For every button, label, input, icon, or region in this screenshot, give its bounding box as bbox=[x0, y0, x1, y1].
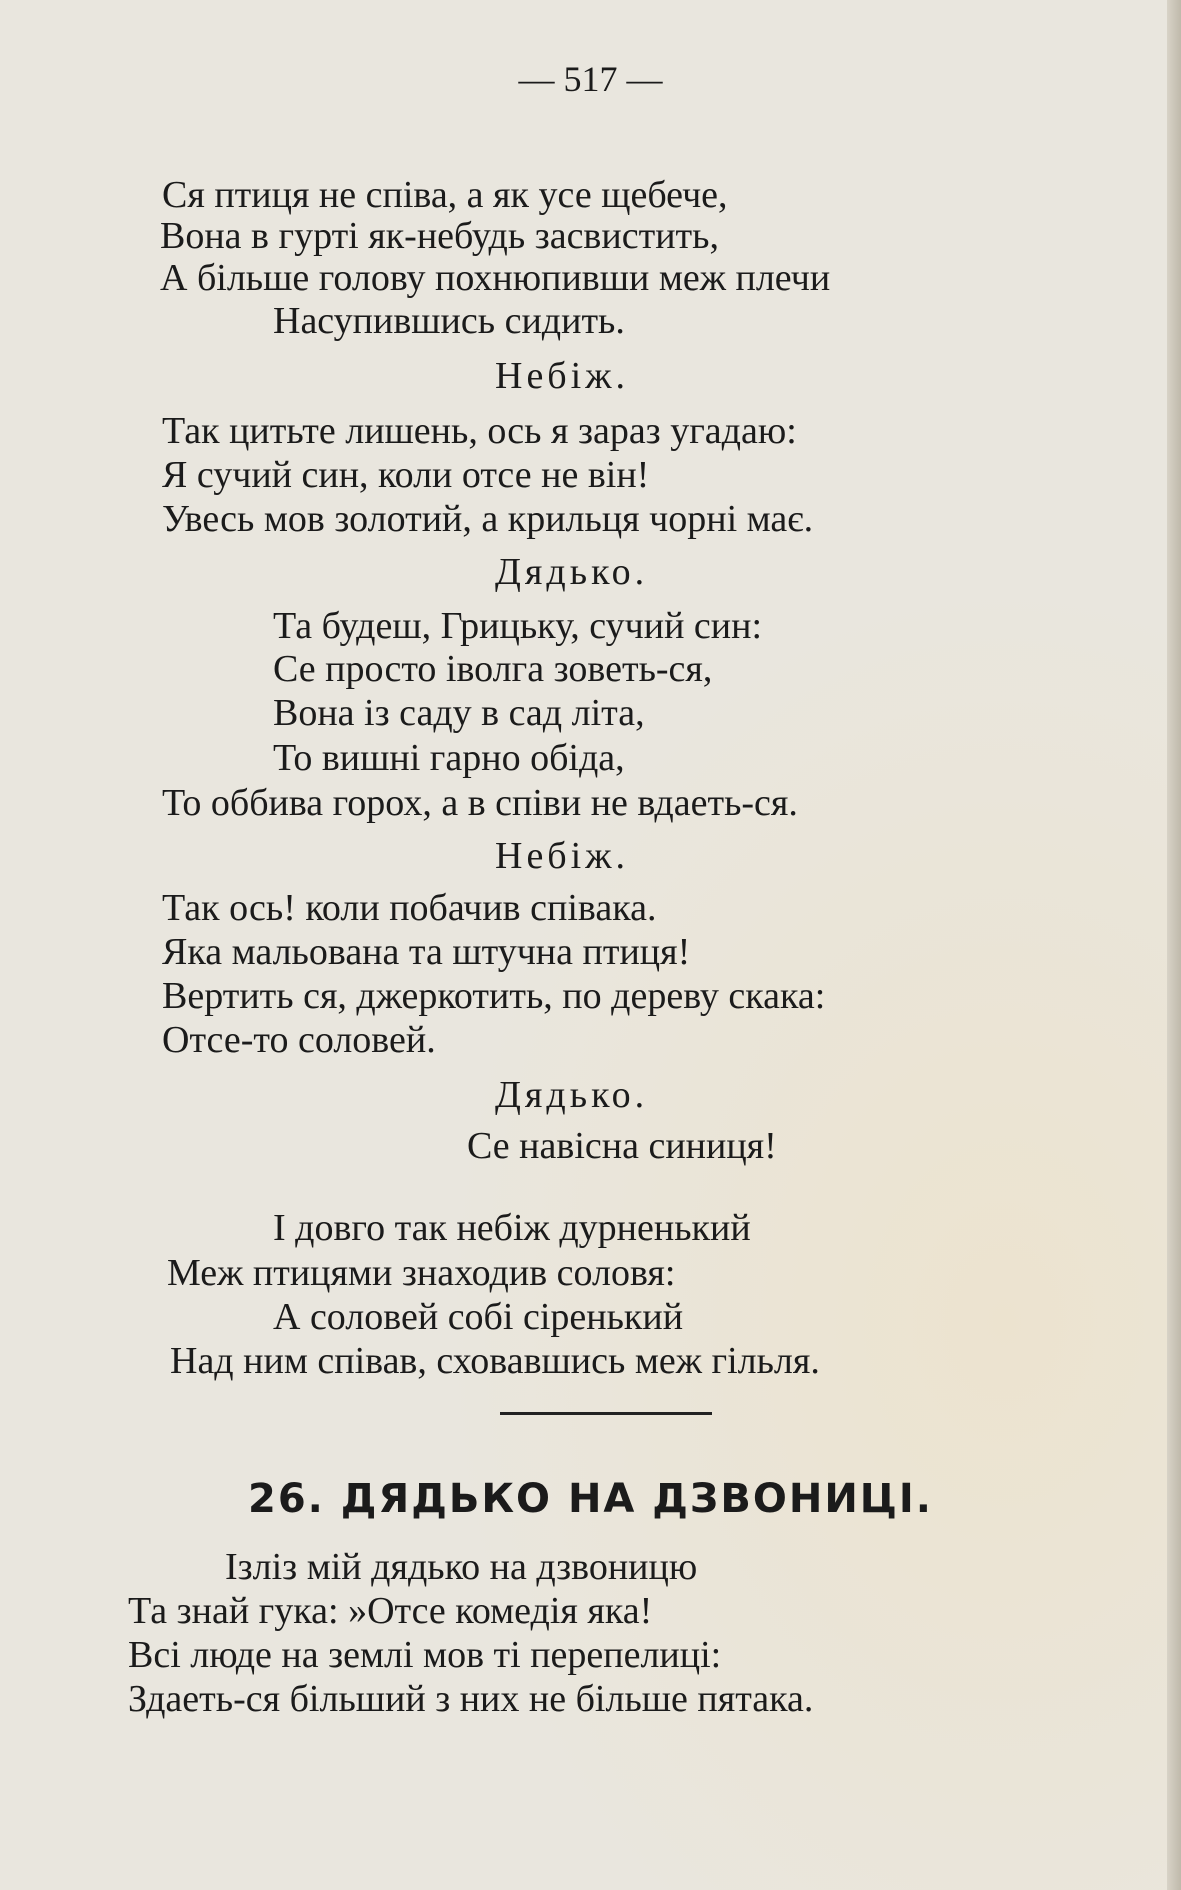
page-number: — 517 — bbox=[518, 59, 663, 99]
verse-line: Та будеш, Грицьку, сучий син: bbox=[273, 605, 763, 647]
verse-line: Вона в гурті як-небудь засвистить, bbox=[160, 215, 719, 257]
verse-line: Яка мальована та штучна птиця! bbox=[162, 931, 691, 973]
verse-line: Ізліз мій дядько на дзвоницю bbox=[225, 1546, 698, 1588]
verse-line: Насупившись сидить. bbox=[273, 300, 625, 342]
verse-line: І довго так небіж дурненький bbox=[273, 1207, 751, 1249]
verse-line: То вишні гарно обіда, bbox=[273, 737, 625, 779]
speaker-label: Дядько. bbox=[495, 551, 649, 593]
section-heading: 26. ДЯДЬКО НА ДЗВОНИЦІ. bbox=[248, 1476, 933, 1522]
verse-line: Отсе-то соловей. bbox=[162, 1019, 436, 1061]
verse-line: Так цитьте лишень, ось я зараз угадаю: bbox=[162, 410, 797, 452]
speaker-label: Небіж. bbox=[495, 835, 629, 877]
verse-line: Та знай гука: »Отсе комедія яка! bbox=[128, 1590, 653, 1632]
verse-line: Я сучий син, коли отсе не він! bbox=[162, 454, 650, 496]
verse-line: Так ось! коли побачив співака. bbox=[162, 887, 657, 929]
verse-line: То оббива горох, а в співи не вдаеть-ся. bbox=[162, 782, 798, 824]
verse-line: Вертить ся, джеркотить, по дереву скака: bbox=[162, 975, 826, 1017]
verse-line: Ся птиця не співа, а як усе щебече, bbox=[162, 174, 728, 216]
section-divider bbox=[500, 1412, 712, 1415]
verse-line: Вона із саду в сад літа, bbox=[273, 692, 645, 734]
verse-line: А соловей собі сіренький bbox=[273, 1296, 684, 1338]
verse-line: Се просто іволга зоветь-ся, bbox=[273, 648, 713, 690]
speaker-label: Дядько. bbox=[495, 1074, 649, 1116]
verse-line: Увесь мов золотий, а крильця чорні має. bbox=[162, 498, 814, 540]
verse-line: Всі люде на землі мов ті перепелиці: bbox=[128, 1634, 722, 1676]
speaker-label: Небіж. bbox=[495, 355, 629, 397]
verse-line: Меж птицями знаходив соловя: bbox=[167, 1252, 676, 1294]
verse-line: А більше голову похнюпивши меж плечи bbox=[160, 257, 831, 299]
page-edge bbox=[1167, 0, 1181, 1890]
verse-line: Здаеть-ся більший з них не більше пятака. bbox=[128, 1678, 814, 1720]
verse-line: Се навісна синиця! bbox=[467, 1125, 777, 1167]
verse-line: Над ним співав, сховавшись меж гільля. bbox=[170, 1340, 820, 1382]
